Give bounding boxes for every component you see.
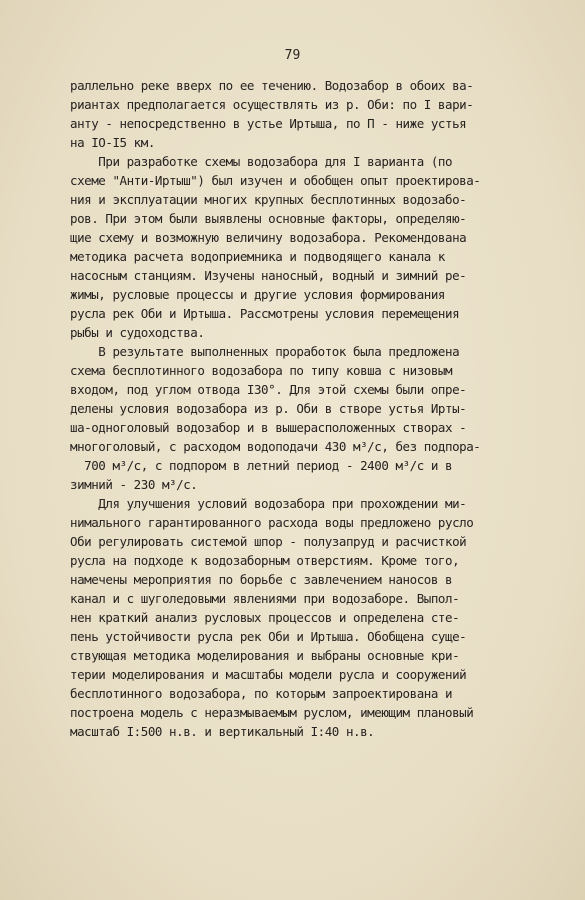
text-line: ров. При этом были выявлены основные факторы, определяю- (70, 211, 467, 226)
text-line: русла на подходе к водозаборным отверстиям. Кроме того, (70, 553, 460, 568)
text-line: жимы, русловые процессы и другие условия формирования (70, 287, 446, 302)
text-line: бесплотинного водозабора, по которым запроектирована и (70, 686, 453, 701)
text-line: ствующая методика моделирования и выбраны основные кри- (70, 648, 460, 663)
text-line: канал и с шуголедовыми явлениями при водозаборе. Выпол- (70, 591, 460, 606)
text-line: 700 м³/с, с подпором в летний период - 2400 м³/с и в (70, 458, 453, 473)
text-line: нимального гарантированного расхода воды предложено русло (70, 515, 474, 530)
text-line: построена модель с неразмываемым руслом, имеющим плановый (70, 705, 474, 720)
text-line: масштаб I:500 н.в. и вертикальный I:40 н.в. (70, 724, 375, 739)
text-line: При разработке схемы водозабора для I варианта (по (70, 154, 453, 169)
text-line: насосным станциям. Изучены наносный, водный и зимний ре- (70, 268, 467, 283)
text-line: пень устойчивости русла рек Оби и Иртыша. Обобщена суще- (70, 629, 467, 644)
text-line: щие схему и возможную величину водозабора. Рекомендована (70, 230, 467, 245)
text-line: зимний - 230 м³/с. (70, 477, 198, 492)
text-line: делены условия водозабора из р. Оби в створе устья Ирты- (70, 401, 467, 416)
text-line: рыбы и судоходства. (70, 325, 205, 340)
text-line: на IO-I5 км. (70, 135, 155, 150)
text-line: методика расчета водоприемника и подводящего канала к (70, 249, 446, 264)
text-line: многоголовый, с расходом водоподачи 430 м³/с, без подпора- (70, 439, 481, 454)
text-line: терии моделирования и масштабы модели русла и сооружений (70, 667, 467, 682)
text-line: схема бесплотинного водозабора по типу ковша с низовым (70, 363, 453, 378)
text-line: намечены мероприятия по борьбе с завлечением наносов в (70, 572, 453, 587)
text-line: В результате выполненных проработок была предложена (70, 344, 460, 359)
text-line: раллельно реке вверх по ее течению. Водозабор в обоих ва- (70, 78, 474, 93)
text-line: Оби регулировать системой шпор - полузапруд и расчисткой (70, 534, 467, 549)
text-line: риантах предполагается осуществлять из р. Оби: по I вари- (70, 97, 474, 112)
text-line: анту - непосредственно в устье Иртыша, по П - ниже устья (70, 116, 467, 131)
text-line: ша-одноголовый водозабор и в вышерасположенных створах - (70, 420, 467, 435)
text-line: Для улучшения условий водозабора при прохождении ми- (70, 496, 467, 511)
text-line: схеме "Анти-Иртыш") был изучен и обобщен опыт проектирова- (70, 173, 481, 188)
text-line: русла рек Оби и Иртыша. Рассмотрены условия перемещения (70, 306, 460, 321)
page-number: 79 (284, 48, 301, 63)
text-line: входом, под углом отвода I30°. Для этой схемы были опре- (70, 382, 467, 397)
text-line: нен краткий анализ русловых процессов и определена сте- (70, 610, 460, 625)
text-line: ния и эксплуатации многих крупных бесплотинных водозабо- (70, 192, 467, 207)
